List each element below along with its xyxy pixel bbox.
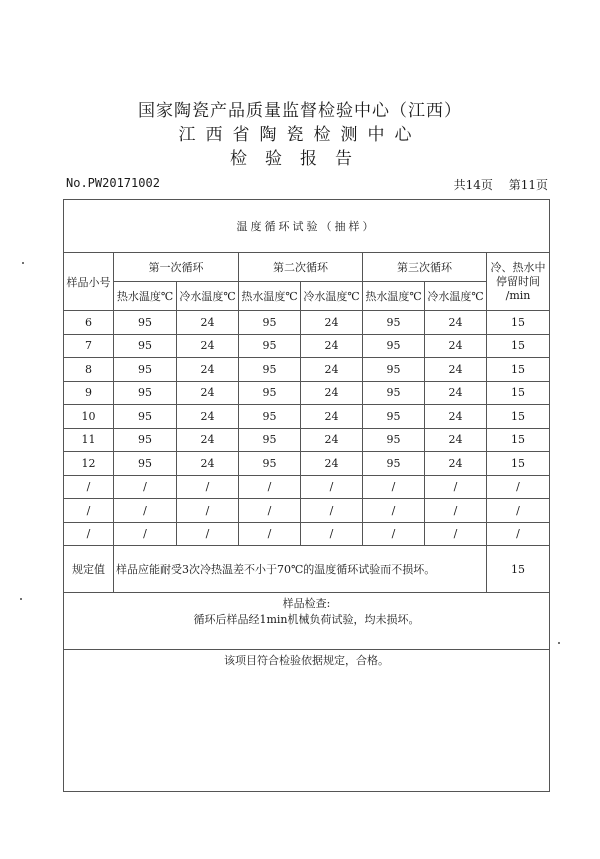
table-cell: /	[239, 475, 301, 499]
hot-temp-header: 热水温度℃	[239, 282, 301, 311]
table-row	[64, 381, 550, 405]
table-cell: 24	[177, 334, 239, 358]
table-cell: 95	[114, 428, 177, 452]
table-cell: /	[487, 475, 550, 499]
table-cell: 95	[363, 452, 425, 476]
table-cell: 15	[487, 452, 550, 476]
hot-temp-header: 热水温度℃	[363, 282, 425, 311]
header-line2: 江西省陶瓷检测中心	[178, 125, 422, 145]
table-cell: 24	[301, 405, 363, 429]
table-cell: 24	[301, 311, 363, 335]
table-cell: 95	[239, 358, 301, 382]
table-cell: 95	[114, 311, 177, 335]
table-title: 温度循环试验（抽样）	[64, 200, 550, 253]
page-info	[442, 176, 548, 193]
report-number: No.PW20171002	[66, 176, 160, 190]
table-row	[64, 475, 550, 499]
table-cell: 24	[425, 381, 487, 405]
cold-temp-header: 冷水温度℃	[177, 282, 239, 311]
table-cell: 24	[177, 381, 239, 405]
table-cell: 95	[239, 428, 301, 452]
sample-no-cell: 6	[64, 311, 114, 335]
table-row	[64, 405, 550, 429]
table-cell: 24	[177, 311, 239, 335]
table-cell: /	[114, 475, 177, 499]
table-cell: 24	[177, 358, 239, 382]
scan-speck	[22, 262, 24, 264]
cold-temp-header: 冷水温度℃	[301, 282, 363, 311]
table-cell: 24	[301, 358, 363, 382]
scan-speck	[20, 598, 22, 600]
table-cell: 95	[363, 311, 425, 335]
table-cell: /	[487, 522, 550, 546]
inspection-text: 循环后样品经1min机械负荷试验，均未损坏。	[193, 613, 420, 626]
sample-no-cell: 10	[64, 405, 114, 429]
table-cell: 24	[301, 452, 363, 476]
table-row	[64, 311, 550, 335]
table-cell: /	[301, 522, 363, 546]
table-cell: 95	[239, 405, 301, 429]
table-row	[64, 452, 550, 476]
table-cell: 95	[363, 358, 425, 382]
table-row	[64, 334, 550, 358]
table-cell: 24	[301, 334, 363, 358]
table-cell: 15	[487, 381, 550, 405]
table-cell: /	[363, 499, 425, 523]
table-cell: /	[177, 522, 239, 546]
dwell-time-header: 冷、热水中 停留时间 /min	[487, 253, 550, 311]
table-row	[64, 358, 550, 382]
sample-no-cell: 8	[64, 358, 114, 382]
inspection-label: 样品检查:	[282, 597, 331, 610]
sample-no-cell: /	[64, 522, 114, 546]
total-pages: 共14页	[453, 178, 493, 192]
table-cell: 24	[425, 358, 487, 382]
sample-no-cell: /	[64, 475, 114, 499]
table-cell: 95	[239, 334, 301, 358]
cold-temp-header: 冷水温度℃	[425, 282, 487, 311]
table-cell: 95	[239, 311, 301, 335]
table-cell: /	[363, 522, 425, 546]
spec-value: 15	[487, 546, 550, 593]
table-row	[64, 499, 550, 523]
table-cell: 95	[363, 405, 425, 429]
table-cell: 24	[301, 381, 363, 405]
spec-text: 样品应能耐受3次冷热温差不小于70℃的温度循环试验而不损坏。	[114, 546, 487, 593]
table-cell: /	[301, 499, 363, 523]
table-cell: 15	[487, 334, 550, 358]
table-cell: 15	[487, 405, 550, 429]
hot-temp-header: 热水温度℃	[114, 282, 177, 311]
sample-no-header: 样品小号	[64, 253, 114, 311]
table-cell: 24	[425, 428, 487, 452]
table-row	[64, 428, 550, 452]
table-cell: 95	[114, 334, 177, 358]
table-cell: /	[487, 499, 550, 523]
table-cell: 24	[177, 405, 239, 429]
table-cell: 95	[363, 428, 425, 452]
header-line1: 国家陶瓷产品质量监督检验中心（江西）	[138, 101, 462, 121]
table-cell: /	[301, 475, 363, 499]
table-cell: /	[425, 475, 487, 499]
table-cell: /	[114, 499, 177, 523]
header-line3: 检验报告	[230, 149, 370, 169]
conclusion: 该项目符合检验依据规定，合格。	[64, 650, 550, 792]
table-cell: 24	[425, 311, 487, 335]
table-cell: 24	[425, 334, 487, 358]
scan-speck	[558, 642, 560, 644]
table-cell: /	[177, 475, 239, 499]
table-cell: 95	[114, 405, 177, 429]
sample-no-cell: /	[64, 499, 114, 523]
table-row	[64, 522, 550, 546]
table-cell: /	[177, 499, 239, 523]
cycle3-header: 第三次循环	[363, 253, 487, 282]
cycle2-header: 第二次循环	[239, 253, 363, 282]
table-cell: 15	[487, 428, 550, 452]
sample-no-cell: 7	[64, 334, 114, 358]
table-cell: 15	[487, 358, 550, 382]
table-cell: 95	[363, 334, 425, 358]
table-cell: /	[425, 522, 487, 546]
table-cell: 95	[114, 358, 177, 382]
table-cell: 95	[239, 381, 301, 405]
cycle1-header: 第一次循环	[114, 253, 239, 282]
sample-no-cell: 12	[64, 452, 114, 476]
table-cell: 95	[114, 381, 177, 405]
report-table	[63, 199, 550, 792]
spec-label: 规定值	[64, 546, 114, 593]
inspection-cell	[64, 593, 550, 650]
table-cell: /	[239, 499, 301, 523]
table-cell: /	[114, 522, 177, 546]
sample-no-cell: 9	[64, 381, 114, 405]
table-cell: /	[239, 522, 301, 546]
table-cell: 24	[425, 405, 487, 429]
table-cell: 24	[301, 428, 363, 452]
table-cell: 15	[487, 311, 550, 335]
table-cell: 95	[114, 452, 177, 476]
table-cell: 24	[177, 428, 239, 452]
table-cell: /	[425, 499, 487, 523]
sample-no-cell: 11	[64, 428, 114, 452]
table-cell: /	[363, 475, 425, 499]
table-cell: 24	[425, 452, 487, 476]
table-cell: 95	[363, 381, 425, 405]
table-cell: 95	[239, 452, 301, 476]
table-cell: 24	[177, 452, 239, 476]
current-page: 第11页	[508, 178, 548, 192]
